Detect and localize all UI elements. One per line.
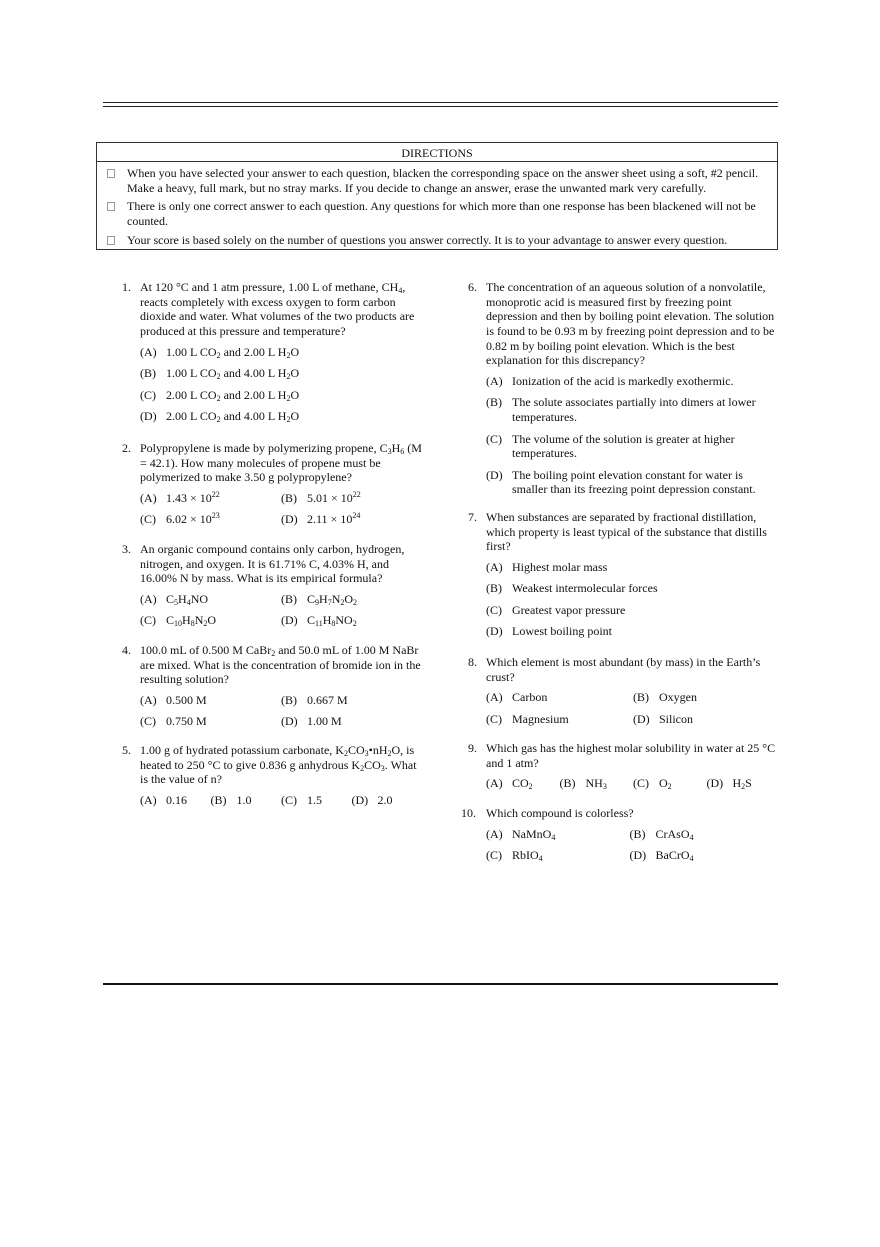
option-letter: (C) [140,387,156,402]
option-text: $H_2S$ [732,776,752,792]
option-text: NaMnO$_4$ [512,826,556,842]
answer-option[interactable] [352,793,423,808]
answer-option[interactable] [630,827,774,842]
option-text: $2.11 \times 10^{24}$ [307,511,361,527]
option-text: RbIO$_4$ [512,848,543,864]
option-row [140,366,422,388]
directions-body [96,162,778,250]
option-row [140,613,422,635]
question-text: Polypropylene is made by polymerizing propene, $C_3H_6$ (M = 42.1). How many molecules of propene must be polymerized to make 3.50 g polypropylene? [140,441,422,485]
option-letter: (B) [559,776,576,791]
question-block [122,743,422,814]
checkbox-icon [107,202,115,211]
option-text: Silicon [659,711,694,726]
option-letter: (A) [140,792,157,807]
option-letter: (C) [140,613,156,628]
answer-option[interactable] [486,374,734,389]
option-text: Magnesium [512,711,569,726]
option-row [486,395,780,424]
option-row [486,848,773,870]
option-text: $5.01 \times 10^{22}$ [307,489,361,505]
option-text: 0.500 M [166,692,207,707]
option-text: 0.667 M [307,692,348,707]
option-letter: (C) [140,714,156,729]
option-letter: (B) [210,792,227,807]
option-text: $O_2$ [659,776,672,792]
answer-options [486,374,780,497]
answer-option[interactable] [486,560,607,575]
answer-option[interactable] [633,690,780,705]
answer-option[interactable] [140,693,281,708]
answer-option[interactable] [140,366,299,381]
directions-title: DIRECTIONS [96,142,778,162]
option-letter: (A) [140,344,157,359]
option-text: $6.02 \times 10^{23}$ [166,511,220,527]
option-row [486,712,780,734]
option-text: $C_{10}H_8N_2O$ [166,613,217,629]
answer-option[interactable] [486,848,630,863]
answer-option[interactable] [486,395,768,424]
question-text: Which compound is colorless? [486,806,634,820]
option-text: 1.5 [307,792,322,807]
question-number: 6. [468,280,477,294]
answer-option[interactable] [140,793,211,808]
option-text: $C_{11}H_8NO_2$ [307,613,357,629]
answer-option[interactable] [486,690,633,705]
option-row [486,690,780,712]
option-row [140,345,422,367]
answer-option[interactable] [281,613,422,628]
option-row [140,409,422,431]
option-letter: (C) [140,512,156,527]
bottom-rule [103,983,778,985]
answer-option[interactable] [281,693,422,708]
option-letter: (D) [351,792,369,807]
option-letter: (B) [486,395,502,410]
option-text: Lowest boiling point [512,624,612,639]
answer-option[interactable] [707,776,781,791]
directions-item-text: Your score is based solely on the number of questions you answer correctly. It is to your advantage to answer every question. [127,232,728,247]
option-letter: (B) [629,826,646,841]
question-block [122,441,422,534]
answer-option[interactable] [281,592,422,607]
option-text: 2.0 [377,792,393,807]
question-number: 4. [122,643,131,657]
answer-option[interactable] [281,714,422,729]
option-text: BaCrO$_4$ [655,848,694,864]
question-number: 5. [122,743,131,757]
question-block [468,741,780,798]
option-text: Oxygen [659,690,697,705]
answer-option[interactable] [630,848,774,863]
answer-option[interactable] [211,793,282,808]
answer-option[interactable] [560,776,634,791]
option-letter: (B) [486,581,502,596]
option-row [486,827,773,849]
answer-option[interactable] [140,592,281,607]
directions-item [105,233,769,248]
option-letter: (D) [281,512,298,527]
option-row [486,581,780,603]
option-row [486,603,780,625]
answer-option[interactable] [486,603,625,618]
question-text: 100.0 mL of 0.500 M CaBr$_2$ and 50.0 mL of 1.00 M NaBr are mixed. What is the concentration of bromide ion in the resulting solution? [140,643,421,687]
option-text: 1.00 L $CO_2$ and 4.00 L $H_2O$ [166,366,300,381]
answer-option[interactable] [486,712,633,727]
question-number: 8. [468,655,477,669]
option-letter: (D) [633,711,650,726]
question-block [122,643,422,736]
option-letter: (A) [486,776,503,791]
answer-options [140,793,422,815]
answer-options [140,491,422,534]
answer-options [486,560,780,646]
answer-option[interactable] [486,432,768,461]
option-letter: (C) [486,711,502,726]
question-block [461,806,773,870]
option-letter: (B) [633,690,649,705]
directions-item-text: When you have selected your answer to each question, blacken the corresponding space on the answer sheet using a soft, #2 pencil. Make a heavy, full mark, but no stray marks. If you decide to change an answer, erase the unwanted mark very carefully. [127,166,759,195]
answer-option[interactable] [140,409,299,424]
answer-option[interactable] [281,793,352,808]
answer-option[interactable] [486,581,658,596]
question-block [468,655,780,733]
answer-options [140,345,422,431]
checkbox-icon [107,169,115,178]
option-row [140,388,422,410]
directions-box [96,142,778,250]
question-block [468,510,780,646]
option-text: 1.0 [236,792,252,807]
answer-option[interactable] [281,512,422,527]
answer-options [140,693,422,736]
option-text: $C_9H_7N_2O_2$ [307,591,358,607]
option-letter: (A) [486,690,503,705]
answer-option[interactable] [486,624,612,639]
option-text: 0.750 M [166,714,207,729]
option-letter: (B) [140,366,156,380]
question-number: 7. [468,510,477,524]
answer-options [140,592,422,635]
option-text: The boiling point elevation constant for water is smaller than its freezing point depression constant. [512,467,756,497]
question-text: When substances are separated by fractional distillation, which property is least typical of the substance that distills first? [486,510,767,554]
question-number: 9. [468,741,477,755]
answer-option[interactable] [140,491,281,506]
answer-option[interactable] [140,613,281,628]
question-text: Which gas has the highest molar solubility in water at 25 °C and 1 atm? [486,741,776,770]
answer-options [486,776,780,798]
option-row [140,793,422,815]
option-text: Carbon [512,690,548,705]
option-letter: (D) [629,848,647,863]
question-number: 3. [122,542,131,556]
question-text: At 120 °C and 1 atm pressure, 1.00 L of methane, $CH_4$, reacts completely with excess oxygen to form carbon dioxide and water. What volumes of the two products are produced at this pressure and temperature? [140,280,415,338]
answer-option[interactable] [140,345,299,360]
option-letter: (B) [281,490,297,505]
answer-option[interactable] [486,776,560,791]
option-letter: (A) [140,692,157,707]
option-text: The solute associates partially into dimers at lower temperatures. [512,395,756,424]
directions-item [105,199,769,228]
question-block [122,542,422,635]
option-text: Greatest vapor pressure [512,602,626,617]
option-text: Weakest intermolecular forces [512,581,658,596]
option-letter: (D) [281,613,298,628]
option-letter: (C) [486,848,502,863]
option-text: Highest molar mass [512,559,608,574]
question-block [468,280,780,504]
option-text: $C_5H_4NO$ [166,591,209,607]
option-letter: (B) [281,591,297,606]
question-number: 1. [122,280,131,294]
option-text: 2.00 L $CO_2$ and 2.00 L $H_2O$ [166,387,300,403]
directions-item [105,166,769,195]
option-letter: (A) [486,373,503,388]
answer-option[interactable] [633,776,707,791]
answer-option[interactable] [140,512,281,527]
option-letter: (C) [281,792,297,807]
option-letter: (B) [281,692,297,707]
option-text: The volume of the solution is greater at higher temperatures. [512,431,735,461]
option-row [140,512,422,534]
option-row [486,374,780,396]
option-text: Ionization of the acid is markedly exothermic. [512,373,734,388]
option-letter: (C) [486,431,502,446]
answer-options [486,690,780,733]
option-text: 0.16 [166,792,187,807]
answer-option[interactable] [486,468,768,497]
option-letter: (C) [633,776,649,791]
option-letter: (D) [486,467,503,482]
question-text: Which element is most abundant (by mass) in the Earth’s crust? [486,655,761,684]
answer-options [486,827,773,870]
question-number: 2. [122,441,131,455]
option-letter: (A) [486,559,503,574]
option-text: 1.00 M [307,714,342,729]
question-block [122,280,422,431]
checkbox-icon [107,236,115,245]
answer-option[interactable] [140,714,281,729]
answer-option[interactable] [281,491,422,506]
option-letter: (A) [486,826,503,841]
option-row [486,624,780,646]
answer-option[interactable] [633,712,780,727]
option-row [486,776,780,798]
option-text: $NH_3$ [585,776,607,792]
option-row [486,432,780,461]
option-letter: (D) [486,624,503,639]
option-letter: (D) [706,776,724,791]
question-text: The concentration of an aqueous solution of a nonvolatile, monoprotic acid is measured first by freezing point depression and then by boiling point elevation. The solution is found to be 0.93 m by freezing point depression and to be 0.82 m by boiling point elevation. Which is the best explanation for this discrepancy? [486,280,775,368]
option-letter: (D) [140,409,157,423]
question-text: An organic compound contains only carbon, hydrogen, nitrogen, and oxygen. It is 61.71% C, 4.03% H, and 16.00% N by mass. What is its empirical formula? [140,542,405,586]
option-text: $CO_2$ [512,776,533,792]
question-text: 1.00 g of hydrated potassium carbonate, $K_2CO_3•nH_2O$, is heated to 250 °C to give 0.836 g anhydrous $K_2CO_3$. What is the value of n? [140,743,417,787]
option-letter: (D) [281,714,298,729]
answer-option[interactable] [486,827,630,842]
option-text: CrAsO$_4$ [655,826,694,842]
question-number: 10. [461,806,476,820]
directions-item-text: There is only one correct answer to each question. Any questions for which more than one response has been blackened will not be counted. [127,199,756,228]
top-rule [103,102,778,107]
option-row [486,468,780,497]
option-letter: (C) [486,602,502,617]
option-letter: (A) [140,591,157,606]
option-row [486,560,780,582]
option-row [140,693,422,715]
option-text: 1.00 L $CO_2$ and 2.00 L $H_2O$ [166,344,300,360]
option-letter: (A) [140,490,157,505]
answer-option[interactable] [140,388,299,403]
option-row [140,592,422,614]
option-text: $1.43 \times 10^{22}$ [166,489,220,505]
option-row [140,491,422,513]
option-row [140,714,422,736]
option-text: 2.00 L $CO_2$ and 4.00 L $H_2O$ [166,409,300,424]
